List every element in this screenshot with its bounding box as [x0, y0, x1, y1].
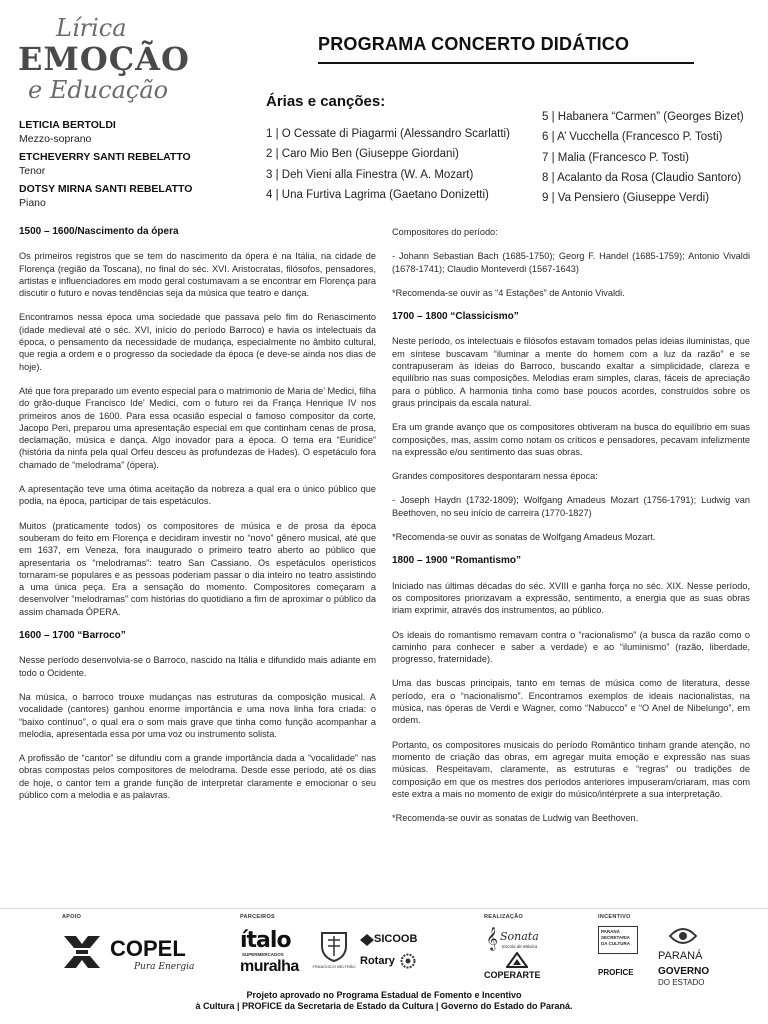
- apoio-label: APOIO: [62, 914, 82, 920]
- sonata-name: Sonata: [500, 930, 539, 943]
- footer-divider: [0, 908, 768, 909]
- arias-heading: Árias e canções:: [266, 93, 386, 110]
- footer-credit: [0, 990, 768, 1012]
- aria-item: 1 | O Cessate di Piagarmi (Alessandro Scarlatti): [266, 128, 510, 140]
- realizacao-label: REALIZAÇÃO: [484, 914, 524, 920]
- aria-item: 3 | Deh Vieni alla Finestra (W. A. Mozart): [266, 168, 474, 181]
- italo-subtitle: SUPERMERCADOS: [242, 952, 284, 957]
- aria-item: 4 | Una Furtiva Lagrima (Gaetano Donizetti): [266, 188, 489, 201]
- performer: [19, 151, 192, 178]
- lirica-emocao-educacao-logo: [16, 14, 190, 106]
- secretaria-line-1: PARANÁ: [601, 929, 620, 934]
- body-paragraph: A apresentação teve uma ótima aceitação da nobreza a qual era o único público que podia, na época, participar de tais espetáculos.: [19, 484, 376, 507]
- aria-item: 6 | A’ Vucchella (Francesco P. Tosti): [542, 131, 723, 144]
- aria-item: 8 | Acalanto da Rosa (Claudio Santoro): [542, 171, 742, 184]
- section-heading: 1700 – 1800 “Classicismo”: [392, 311, 519, 323]
- arias-list-right: [542, 107, 744, 208]
- body-paragraph: Encontramos nessa época uma sociedade que passava pelo fim do Renascimento (idade medieval até o séc. XVI, início do período Barroco) e havia os intelectuais da época, o pensamento da necessidade de mudança, especialmente no âmbito cultural, que regia a ordem e o progresso da sociedade da época (e deve-se ainda nos dias de hoje).: [19, 312, 376, 372]
- body-paragraph: Neste período, os intelectuais e filósofos estavam tomados pelas ideias iluministas, que em síntese buscavam “iluminar a mente do homem com a luz da razão” e se contrapuseram às ideias do Barroco, buscando exaltar a simplicidade, clareza e equilíbrio nas suas composições. Melodias eram simples, claras, fáceis de apreciação para o público. A harmonia tinha como base poucos acordes, construídos sobre os graus principais da escala natural.: [392, 336, 750, 408]
- copel-name: COPEL: [110, 936, 186, 961]
- body-paragraph: Os ideais do romantismo remavam contra o “racionalismo” (a busca da razão como o caminho para conhecer e saber a verdade) e ao “iluminismo” (razão, liberdade, progresso, fraternidade).: [392, 629, 750, 665]
- aria-item: 5 | Habanera “Carmen” (Georges Bizet): [542, 111, 744, 123]
- incentivo-label: INCENTIVO: [598, 914, 631, 920]
- sonata-subtitle: Escola de Música: [502, 944, 538, 949]
- body-paragraph: Grandes compositores despontaram nessa época:: [392, 471, 598, 482]
- body-paragraph: - Joseph Haydn (1732-1809); Wolfgang Amadeus Mozart (1756-1791); Ludwig van Beethoven, no seu início de carreira (1770-1827): [392, 495, 750, 518]
- body-paragraph: Nesse período desenvolvia-se o Barroco, nascido na Itália e difundido mais adiante em todo o Ocidente.: [19, 655, 376, 678]
- copel-tagline: Pura Energia: [134, 962, 195, 972]
- body-paragraph: *Recomenda-se ouvir as sonatas de Wolfgang Amadeus Mozart.: [392, 532, 656, 543]
- section-heading: 1800 – 1900 “Romantismo”: [392, 555, 521, 567]
- copel-mark-icon: [62, 932, 102, 972]
- parana-governo-logo: [648, 924, 718, 988]
- performer-name: DOTSY MIRNA SANTI REBELATTO: [19, 183, 193, 195]
- performer-role: Tenor: [19, 164, 46, 177]
- sonata-coperarte-logos: [484, 926, 554, 986]
- body-paragraph: Portanto, os compositores musicais do período Romântico tinham grande atenção, no momento de criação das obras, em agregar muita emoção e expressão nas suas músicas. Respeitavam, claramente, as estruturas e “regras” ou tradições de composição em que os mestres dos períodos anteriores impuseram/criaram, mas com este extra a mais no momento de exigir do músico/intérprete a sua interpretação.: [392, 739, 750, 799]
- body-paragraph: Na música, o barroco trouxe mudanças nas estruturas da composição musical. A vocalidade (cantores) ganhou enorme importância e uma nova linha fora criada: o “baixo contínuo”, o qual era o som mais grave que tinha como função acompanhar a melodia, apresentada essa por uma voz ou instrumento solista.: [19, 691, 376, 739]
- italo-logo: ítalo: [240, 928, 291, 953]
- performer-name: LETICIA BERTOLDI: [19, 119, 116, 131]
- logo-line-2: EMOÇÃO: [18, 40, 190, 78]
- sicoob-name: SICOOB: [374, 933, 418, 945]
- section-heading: 1500 – 1600/Nascimento da ópera: [19, 226, 179, 237]
- muralha-logo: muralha: [240, 958, 299, 975]
- secretaria-box: [598, 926, 638, 954]
- footer-credit-line-1: Projeto aprovado no Programa Estadual de Fomento e Incentivo: [246, 990, 522, 1000]
- body-paragraph: A profissão de “cantor” se difundiu com a grande importância dada a “vocalidade” nas obras compostas pelos compositores de melodrama. Desde esse período, até os dias de hoje, o cantor tem a grande função de interpretar claramente e emocionar o seu público com a melodia e as palavras.: [19, 753, 376, 800]
- body-paragraph: Uma das buscas principais, tanto em temas de música como de literatura, desse período, era o “nacionalismo”. Encontramos exemplos de ideais nacionalistas, na música, nas óperas de Verdi e Wagner, como “Nabucco” e “O Anel de Nibelungo”, em ordem.: [392, 678, 750, 726]
- body-paragraph: *Recomenda-se ouvir as sonatas de Ludwig van Beethoven.: [392, 813, 639, 824]
- footer-credit-line-2: à Cultura | PROFICE da Secretaria de Estado da Cultura | Governo do Estado do Paraná.: [195, 1001, 573, 1011]
- coperarte-name: COPERARTE: [484, 970, 541, 980]
- logo-line-1: Lírica: [56, 14, 127, 42]
- copel-logo: [62, 930, 222, 980]
- performer-role: Mezzo-soprano: [19, 132, 92, 145]
- performer-name: ETCHEVERRY SANTI REBELATTO: [19, 151, 191, 163]
- profice-name: PROFICE: [598, 968, 634, 977]
- sicoob-mark-icon: [360, 934, 374, 946]
- secretaria-line-2: SECRETARIA: [601, 935, 630, 940]
- rotary-name: Rotary: [360, 955, 395, 967]
- secretaria-line-3: DA CULTURA: [601, 941, 630, 946]
- performer: [19, 183, 192, 210]
- logo-line-3: e Educação: [28, 76, 169, 104]
- performer: [19, 119, 192, 146]
- body-paragraph: Muitos (praticamente todos) os compositores de música e de prosa da época souberam do feito em Florença e decidiram investir no “novo” gênero musical, até que em 1637, em Veneza, fora inaugurado o primeiro teatro aberto ao público que apresentaria os “melodramas”: teatro San Cassiano. Os espetáculos operísticos tornaram-se populares e as pessoas poderiam passar o dia inteiro no teatro assistindo a uma única peça. Era a sensação do momento. Compositores começaram a desenvolver “melodramas” com histórias do quotidiano a fim de aproximar o público da assim chamada ÓPERA.: [19, 520, 376, 617]
- body-paragraph: - Johann Sebastian Bach (1685-1750); Georg F. Handel (1685-1759); Antonio Vivaldi (1678-1741); Claudio Monteverdi (1567-1643): [392, 251, 750, 274]
- body-paragraph: Iniciado nas últimas décadas do séc. XVIII e ganha força no séc. XIX. Nesse período, os compositores priorizavam a expressão, sentimento, a energia que as suas obras iriam exprimir, através dos instrumentos, ao público.: [392, 580, 750, 616]
- body-paragraph: *Recomenda-se ouvir as “4 Estações” de Antonio Vivaldi.: [392, 287, 625, 298]
- history-column-left: [19, 226, 376, 813]
- coperarte-mark-icon: [506, 952, 528, 968]
- crest-icon: [319, 930, 349, 962]
- performer-role: Piano: [19, 196, 46, 209]
- history-column-right: [392, 226, 750, 836]
- parana-crest-icon: [668, 924, 698, 948]
- rotary-wheel-icon: [400, 953, 416, 969]
- francisco-beltrao-logo: [312, 930, 356, 974]
- aria-item: 2 | Caro Mio Ben (Giuseppe Giordani): [266, 148, 459, 161]
- aria-item: 9 | Va Pensiero (Giuseppe Verdi): [542, 192, 710, 205]
- do-estado-line: DO ESTADO: [658, 978, 705, 987]
- arias-list-left: [266, 124, 510, 205]
- parana-name: PARANÁ: [658, 950, 703, 962]
- section-heading: 1600 – 1700 “Barroco”: [19, 630, 126, 642]
- program-title: PROGRAMA CONCERTO DIDÁTICO: [318, 34, 630, 54]
- body-paragraph: Até que fora preparado um evento especial para o matrimonio de Maria de’ Medici, filha do grão-duque Francisco Ide’ Medici, com o futuro rei da França Henrique IV nos primeiros anos de 1600. Para essa ocasião especial o famoso compositor da corte, Jacopo Peri, preparou uma apresentação especial em que continham cenas de prosa, declamação, música e dança. Algo inovador para a época. O tema era “Euridice” (história da ninfa pela qual Orfeu desceu às profundezas de Hades). O espetáculo fora chamado de “melodrama” (ópera).: [19, 385, 376, 470]
- body-paragraph: Compositores do período:: [392, 227, 498, 237]
- beltrao-label: FRANCISCO BELTRÃO: [312, 964, 356, 969]
- performers-list: [19, 119, 192, 215]
- body-paragraph: Era um grande avanço que os compositores obtiveram na busca do equilíbrio em suas composições, mas, assim como notam os críticos e pensadores, pecavam infelizmente na expressão e/ou sentimento das suas obras.: [392, 422, 750, 457]
- governo-line: GOVERNO: [658, 966, 710, 977]
- parceiros-label: PARCEIROS: [240, 914, 275, 920]
- body-paragraph: Os primeiros registros que se tem do nascimento da ópera é na Itália, na cidade de Florença (região da Toscana), no final do séc. XVI. Aristocratas, filósofos, pensadores, artistas e influenciadores em modo geral costumavam a se encontrar em Florença para discutir o futuro e novas tendências seja da música que teatro e dança.: [19, 251, 376, 299]
- profice-logo: [598, 926, 642, 982]
- title-underline: [318, 62, 694, 64]
- treble-clef-icon: 𝄞: [486, 926, 498, 950]
- aria-item: 7 | Malia (Francesco P. Tosti): [542, 151, 690, 164]
